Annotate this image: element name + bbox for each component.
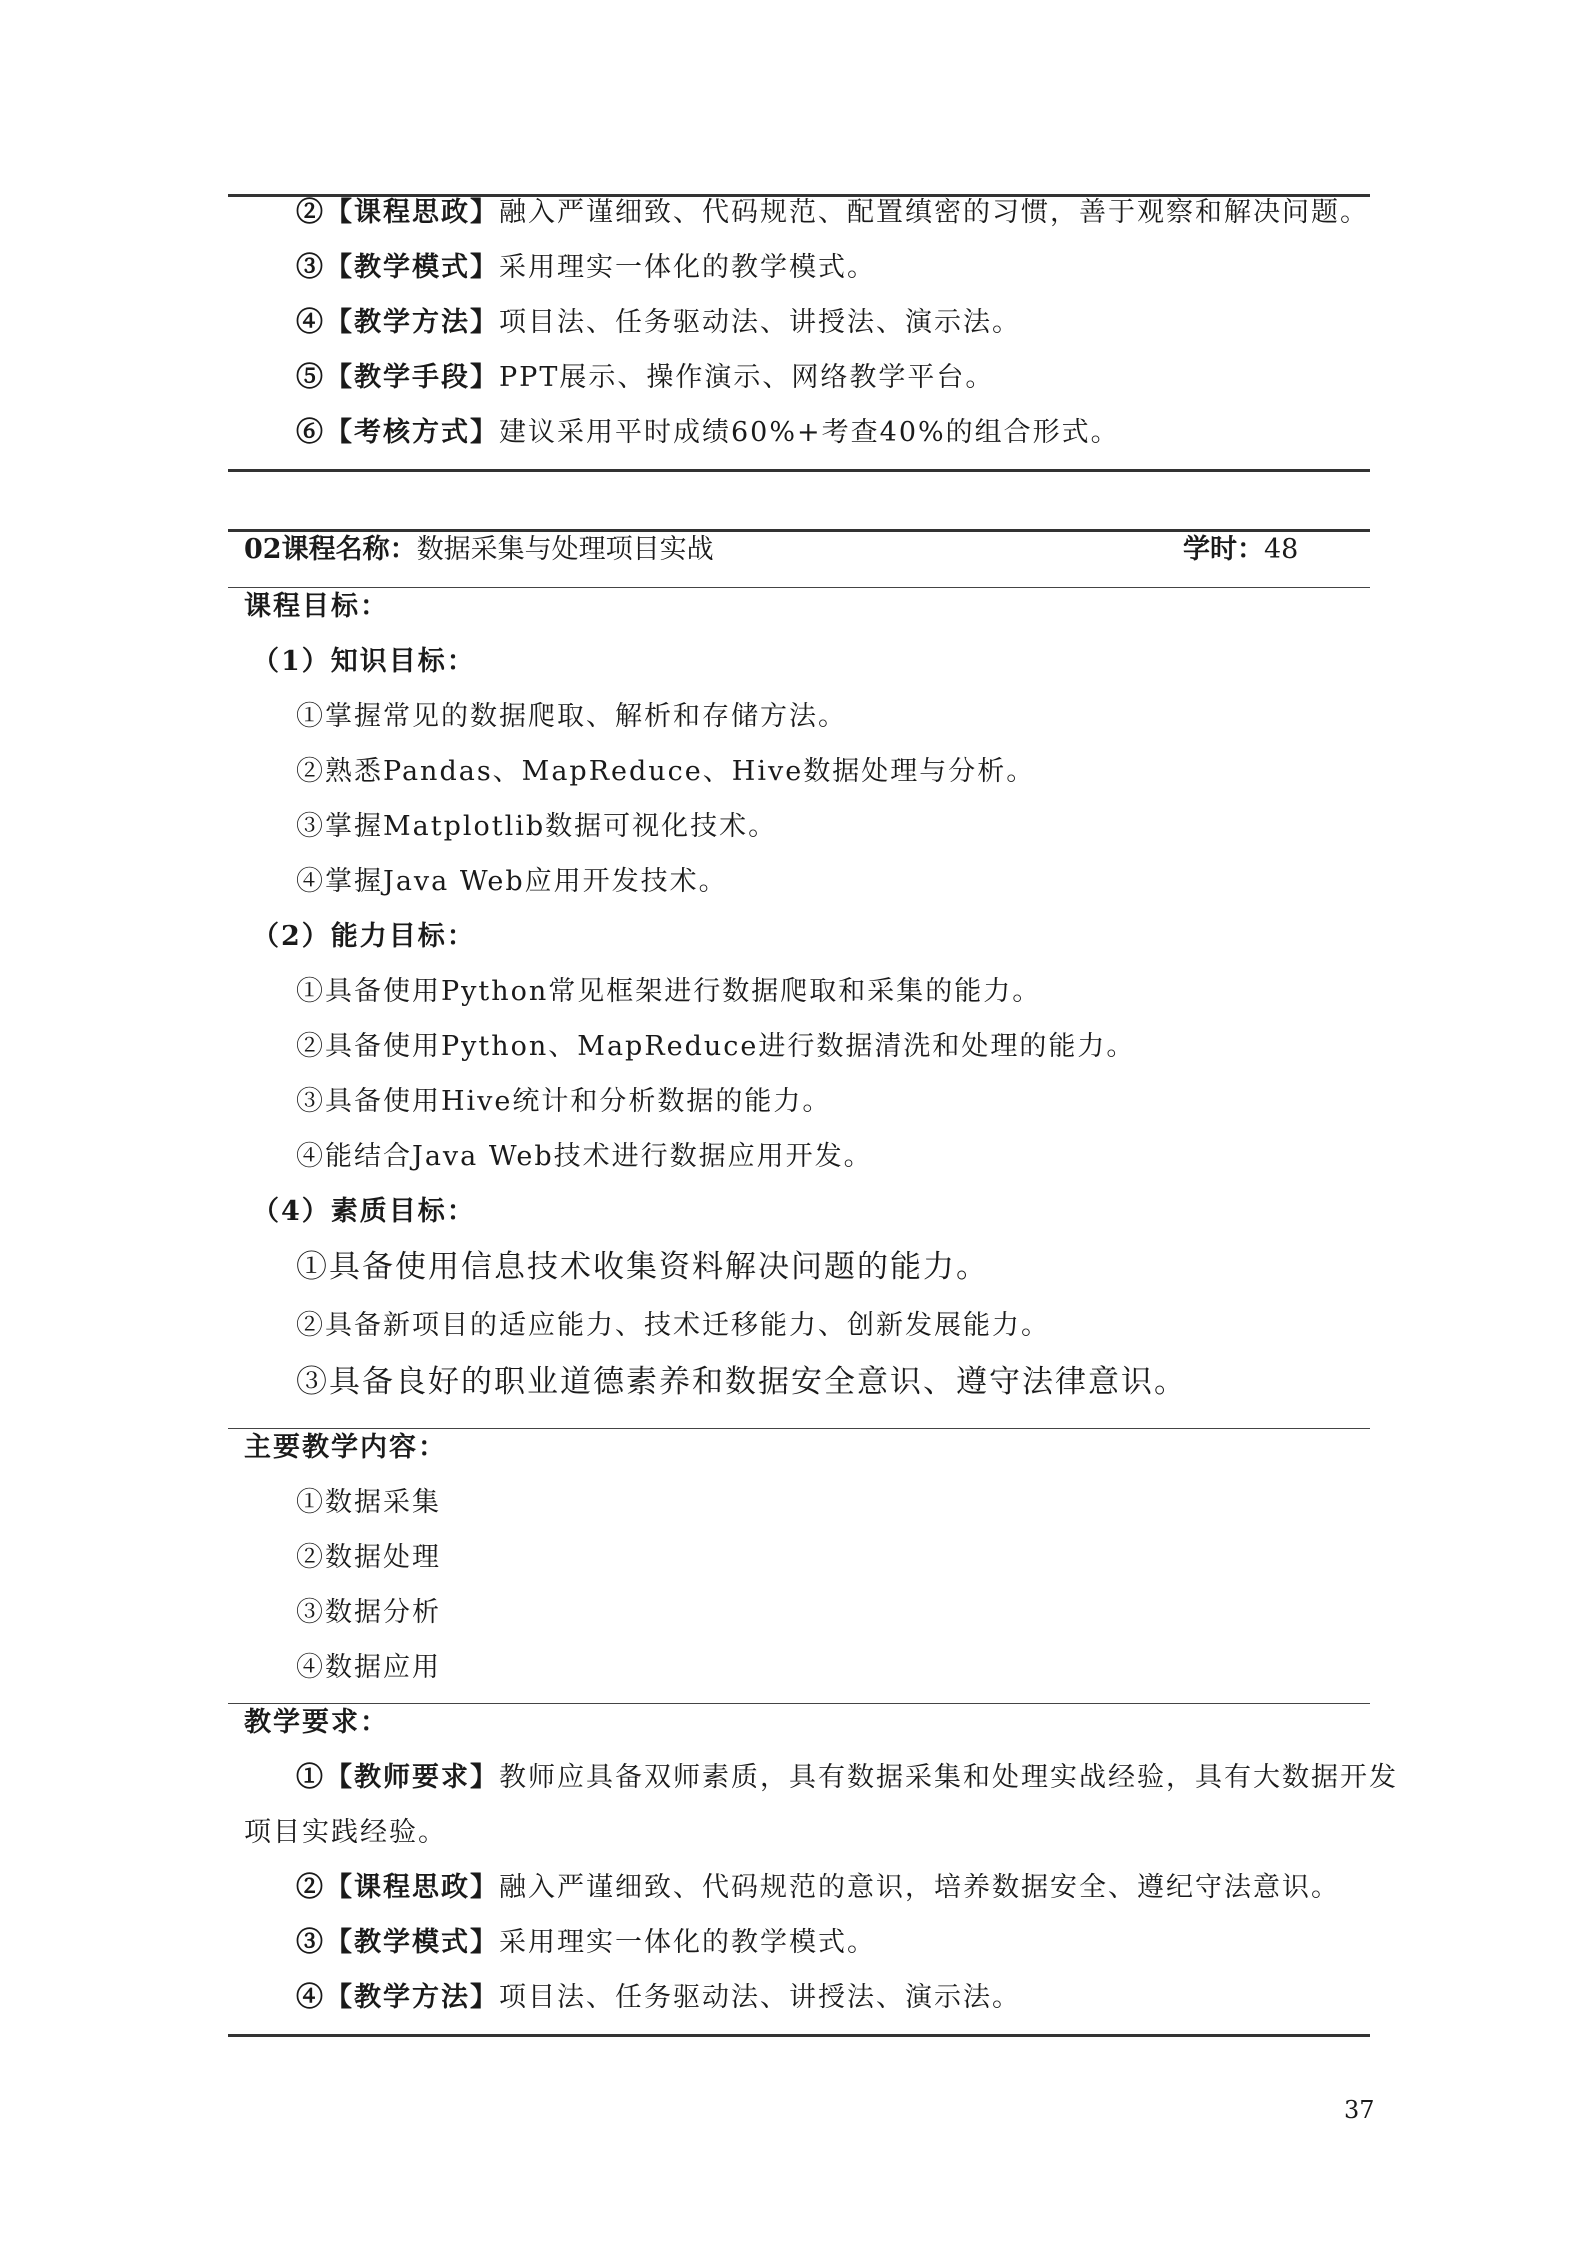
content-item: ①数据采集 <box>296 1487 441 1518</box>
req-tag: ③【教学模式】 <box>296 1927 499 1958</box>
req-text: 教师应具备双师素质，具有数据采集和处理实战经验，具有大数据开发 <box>499 1762 1398 1793</box>
req-4 <box>296 1981 1021 2015</box>
req-text: 采用理实一体化的教学模式。 <box>499 252 876 283</box>
requirements-heading: 教学要求： <box>244 1707 389 1738</box>
req-text: 项目法、任务驱动法、讲授法、演示法。 <box>499 1982 1021 2013</box>
requirements-rule <box>228 1703 1370 1704</box>
quality-item: ①具备使用信息技术收集资料解决问题的能力。 <box>296 1249 989 1285</box>
table-rule-bottom <box>228 469 1370 472</box>
prev-req-2 <box>296 196 1369 230</box>
course-table-bottom-rule <box>228 2034 1370 2037</box>
content-item: ②数据处理 <box>296 1542 441 1573</box>
req-text: 项目法、任务驱动法、讲授法、演示法。 <box>499 307 1021 338</box>
req-tag: ②【课程思政】 <box>296 197 499 228</box>
req-1-line-a <box>296 1761 1398 1795</box>
course-hours-row <box>1183 533 1298 567</box>
req-text: 融入严谨细致、代码规范、配置缜密的习惯，善于观察和解决问题。 <box>499 197 1369 228</box>
ability-item: ④能结合Java Web技术进行数据应用开发。 <box>296 1141 873 1172</box>
knowledge-item: ④掌握Java Web应用开发技术。 <box>296 866 728 897</box>
content-rule <box>228 1428 1370 1429</box>
course-header-rule <box>228 587 1370 588</box>
content-heading: 主要教学内容： <box>244 1432 447 1463</box>
course-hours: 48 <box>1264 534 1299 565</box>
req-text: PPT展示、操作演示、网络教学平台。 <box>499 362 995 393</box>
ability-item: ②具备使用Python、MapReduce进行数据清洗和处理的能力。 <box>296 1031 1136 1062</box>
prev-req-4 <box>296 306 1021 340</box>
prev-req-5 <box>296 361 994 395</box>
content-item: ④数据应用 <box>296 1652 441 1683</box>
course-hours-label: 学时： <box>1183 534 1264 565</box>
content-item: ③数据分析 <box>296 1597 441 1628</box>
req-1-line-b: 项目实践经验。 <box>244 1817 447 1848</box>
req-tag: ④【教学方法】 <box>296 307 499 338</box>
course-table-top-rule <box>228 529 1370 532</box>
knowledge-item: ②熟悉Pandas、MapReduce、Hive数据处理与分析。 <box>296 756 1036 787</box>
req-tag: ③【教学模式】 <box>296 252 499 283</box>
req-tag: ①【教师要求】 <box>296 1762 499 1793</box>
page-number: 37 <box>1344 2096 1375 2124</box>
knowledge-heading: （1）知识目标： <box>252 646 476 677</box>
req-text: 建议采用平时成绩60%+考查40%的组合形式。 <box>499 417 1120 448</box>
objectives-heading: 课程目标： <box>244 591 389 622</box>
req-tag: ⑥【考核方式】 <box>296 417 499 448</box>
req-tag: ④【教学方法】 <box>296 1982 499 2013</box>
course-name-label: 02课程名称： <box>244 534 417 565</box>
course-name-row <box>244 533 714 567</box>
quality-item: ③具备良好的职业道德素养和数据安全意识、遵守法律意识。 <box>296 1364 1187 1400</box>
knowledge-item: ③掌握Matplotlib数据可视化技术。 <box>296 811 778 842</box>
quality-heading: （4）素质目标： <box>252 1196 476 1227</box>
req-3 <box>296 1926 876 1960</box>
prev-req-3 <box>296 251 876 285</box>
quality-item: ②具备新项目的适应能力、技术迁移能力、创新发展能力。 <box>296 1310 1050 1341</box>
knowledge-item: ①掌握常见的数据爬取、解析和存储方法。 <box>296 701 847 732</box>
req-2 <box>296 1871 1340 1905</box>
req-tag: ②【课程思政】 <box>296 1872 499 1903</box>
prev-req-6 <box>296 416 1120 450</box>
req-text: 融入严谨细致、代码规范的意识，培养数据安全、遵纪守法意识。 <box>499 1872 1340 1903</box>
ability-item: ①具备使用Python常见框架进行数据爬取和采集的能力。 <box>296 976 1042 1007</box>
req-text: 采用理实一体化的教学模式。 <box>499 1927 876 1958</box>
ability-item: ③具备使用Hive统计和分析数据的能力。 <box>296 1086 832 1117</box>
req-tag: ⑤【教学手段】 <box>296 362 499 393</box>
course-name: 数据采集与处理项目实战 <box>416 534 714 565</box>
ability-heading: （2）能力目标： <box>252 921 476 952</box>
